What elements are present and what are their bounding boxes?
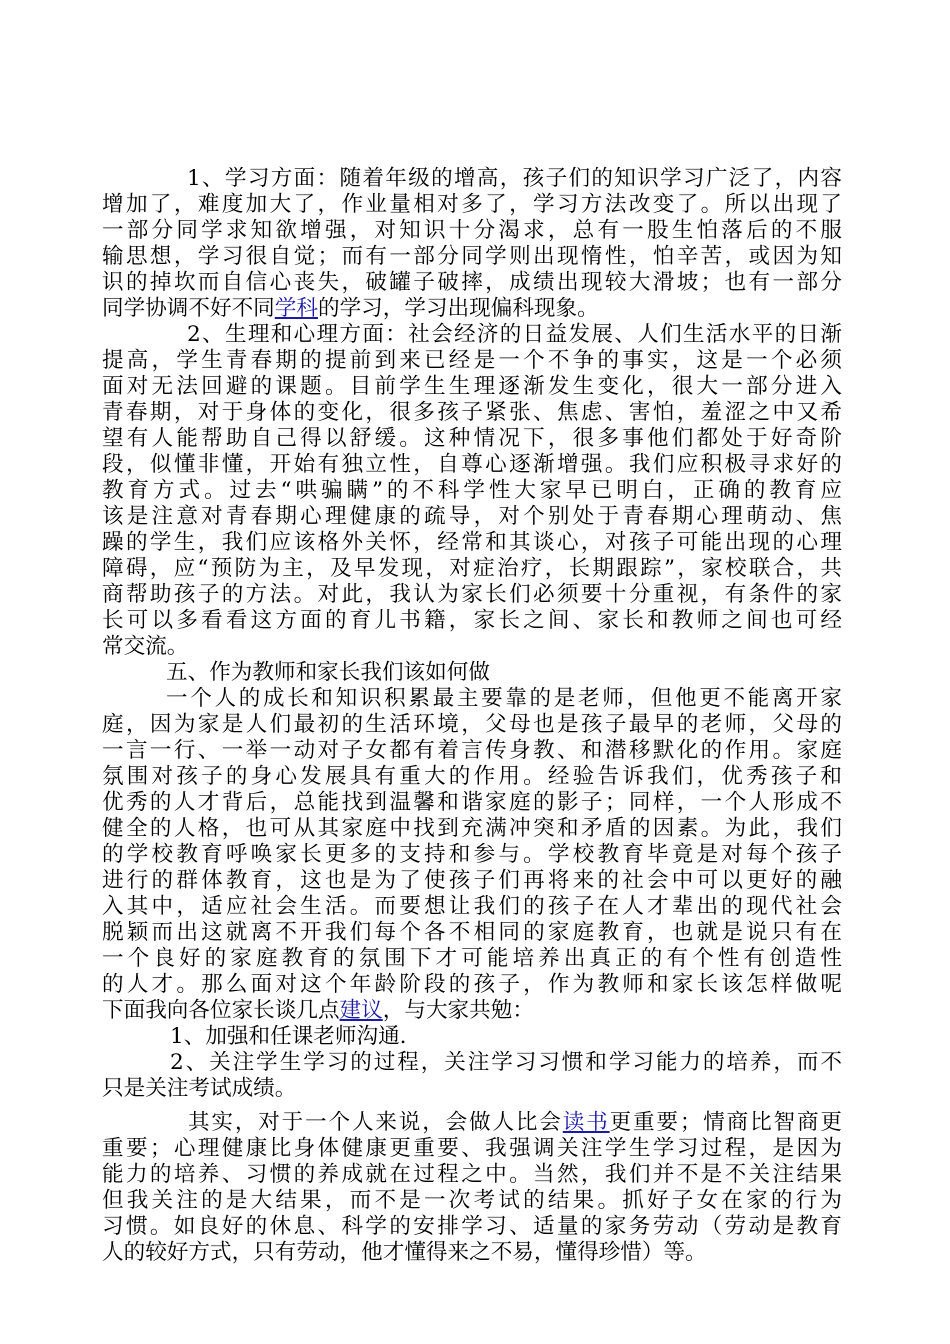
text-line	[102, 556, 842, 582]
text-line	[102, 946, 842, 972]
text-line	[102, 1076, 842, 1102]
text-run: 该是注意对青春期心理健康的疏导，对个别处于青春期心理萌动、焦	[102, 504, 842, 529]
text-line	[102, 322, 842, 348]
text-line	[102, 478, 842, 504]
text-line	[102, 998, 842, 1024]
text-line	[102, 192, 842, 218]
paragraph-tip1	[102, 1024, 842, 1050]
text-run: 一个良好的家庭教育的氛围下才可能培养出真正的有个性有创造性	[102, 946, 842, 971]
text-line	[102, 738, 842, 764]
text-line	[102, 426, 842, 452]
document-page	[102, 166, 842, 1266]
text-line	[102, 660, 842, 686]
paragraph-physiology	[102, 322, 842, 660]
text-line	[102, 400, 842, 426]
text-run: 入其中，适应社会生活。而要想让我们的孩子在人才辈出的现代社会	[102, 894, 842, 919]
text-run: 一个人的成长和知识积累最主要靠的是老师，但他更不能离开家	[166, 686, 842, 711]
paragraph-gap	[102, 1102, 842, 1110]
text-line	[102, 608, 842, 634]
text-line	[102, 166, 842, 192]
text-line	[102, 634, 842, 660]
text-run: 输思想，学习很自觉；而有一部分同学则出现惰性，怕辛苦，或因为知	[102, 244, 842, 269]
text-line	[102, 452, 842, 478]
text-line	[102, 1188, 842, 1214]
text-run: 同学协调不好不同	[102, 296, 275, 321]
text-run: 其实，对于一个人来说，会做人比会	[188, 1110, 563, 1135]
paragraph-tip2	[102, 1050, 842, 1102]
text-line	[102, 1240, 842, 1266]
text-run: 2、生理和心理方面：社会经济的日益发展、人们生活水平的日渐	[187, 322, 842, 347]
text-run: 提高，学生青春期的提前到来已经是一个不争的事实，这是一个必须	[102, 348, 842, 373]
text-line	[102, 582, 842, 608]
text-run: 识的掉坎而自信心丧失，破罐子破摔，成绩出现较大滑坡；也有一部分	[102, 270, 842, 295]
text-run: 进行的群体教育，这也是为了使孩子们再将来的社会中可以更好的融	[102, 868, 842, 893]
text-run: 更重要；情商比智商更	[609, 1110, 842, 1135]
text-run: 健全的人格，也可从其家庭中找到充满冲突和矛盾的因素。为此，我们	[102, 816, 842, 841]
text-line	[102, 1162, 842, 1188]
text-line	[102, 374, 842, 400]
paragraph-section5-heading	[102, 660, 842, 686]
text-run: 的学习，学习出现偏科现象。	[317, 296, 599, 321]
text-run: 重要；心理健康比身体健康更重要、我强调关注学生学习过程，是因为	[102, 1136, 842, 1161]
text-line	[102, 504, 842, 530]
text-run: 障碍，应“预防为主，及早发现，对症治疗，长期跟踪”，家校联合，共	[102, 556, 842, 581]
text-run: 一部分同学求知欲增强，对知识十分渴求，总有一股生怕落后的不服	[102, 218, 842, 243]
text-run: 但我关注的是大结果，而不是一次考试的结果。抓好子女在家的行为	[102, 1188, 842, 1213]
text-line	[102, 894, 842, 920]
text-line	[102, 972, 842, 998]
paragraph-learning	[102, 166, 842, 322]
text-run: 面对无法回避的课题。目前学生生理逐渐发生变化，很大一部分进入	[102, 374, 842, 399]
text-run: 脱颖而出这就离不开我们每个各不相同的家庭教育，也就是说只有在	[102, 920, 842, 945]
text-line	[102, 1050, 842, 1076]
text-line	[102, 764, 842, 790]
paragraph-actually	[102, 1110, 842, 1266]
inline-link[interactable]: 学科	[274, 296, 318, 321]
text-line	[102, 1024, 842, 1050]
text-run: ，与大家共勉：	[382, 998, 534, 1023]
text-run: 下面我向各位家长谈几点	[102, 998, 340, 1023]
text-line	[102, 1214, 842, 1240]
text-line	[102, 1136, 842, 1162]
text-line	[102, 348, 842, 374]
text-run: 常交流。	[102, 634, 189, 659]
text-run: 增加了，难度加大了，作业量相对多了，学习方法改变了。所以出现了	[102, 192, 842, 217]
text-run: 2、关注学生学习的过程，关注学习习惯和学习能力的培养，而不	[170, 1050, 842, 1075]
text-run: 习惯。如良好的休息、科学的安排学习、适量的家务劳动（劳动是教育	[102, 1214, 842, 1239]
text-run: 只是关注考试成绩。	[102, 1076, 297, 1101]
text-run: 商帮助孩子的方法。对此，我认为家长们必须要十分重视，有条件的家	[102, 582, 842, 607]
text-line	[102, 842, 842, 868]
text-line	[102, 816, 842, 842]
text-run: 人的较好方式，只有劳动，他才懂得来之不易，懂得珍惜）等。	[102, 1240, 707, 1265]
text-run: 的人才。那么面对这个年龄阶段的孩子，作为教师和家长该怎样做呢	[102, 972, 842, 997]
text-run: 能力的培养、习惯的养成就在过程之中。当然，我们并不是不关注结果	[102, 1162, 842, 1187]
text-run: 庭，因为家是人们最初的生活环境，父母也是孩子最早的老师，父母的	[102, 712, 842, 737]
text-run: 段，似懂非懂，开始有独立性，自尊心逐渐增强。我们应积极寻求好的	[102, 452, 842, 477]
text-run: 长可以多看看这方面的育儿书籍，家长之间、家长和教师之间也可经	[102, 608, 842, 633]
text-line	[102, 1110, 842, 1136]
text-line	[102, 686, 842, 712]
text-line	[102, 920, 842, 946]
text-run: 五、作为教师和家长我们该如何做	[166, 660, 490, 685]
text-line	[102, 712, 842, 738]
text-run: 青春期，对于身体的变化，很多孩子紧张、焦虑、害怕，羞涩之中又希	[102, 400, 842, 425]
inline-link[interactable]: 读书	[562, 1110, 610, 1135]
text-run: 望有人能帮助自己得以舒缓。这种情况下，很多事他们都处于好奇阶	[102, 426, 842, 451]
text-line	[102, 296, 842, 322]
text-line	[102, 790, 842, 816]
inline-link[interactable]: 建议	[339, 998, 383, 1023]
text-line	[102, 868, 842, 894]
paragraph-growth	[102, 686, 842, 1024]
text-run: 1、学习方面：随着年级的增高，孩子们的知识学习广泛了，内容	[187, 166, 842, 191]
text-line	[102, 218, 842, 244]
text-line	[102, 530, 842, 556]
text-run: 优秀的人才背后，总能找到温馨和谐家庭的影子；同样，一个人形成不	[102, 790, 842, 815]
text-run: 1、加强和任课老师沟通.	[170, 1024, 407, 1049]
text-run: 氛围对孩子的身心发展具有重大的作用。经验告诉我们，优秀孩子和	[102, 764, 842, 789]
text-line	[102, 244, 842, 270]
text-line	[102, 270, 842, 296]
text-run: 的学校教育呼唤家长更多的支持和参与。学校教育毕竟是对每个孩子	[102, 842, 842, 867]
text-run: 教育方式。过去“哄骗瞒”的不科学性大家早已明白，正确的教育应	[102, 478, 842, 503]
text-run: 躁的学生，我们应该格外关怀，经常和其谈心，对孩子可能出现的心理	[102, 530, 842, 555]
text-run: 一言一行、一举一动对子女都有着言传身教、和潜移默化的作用。家庭	[102, 738, 842, 763]
